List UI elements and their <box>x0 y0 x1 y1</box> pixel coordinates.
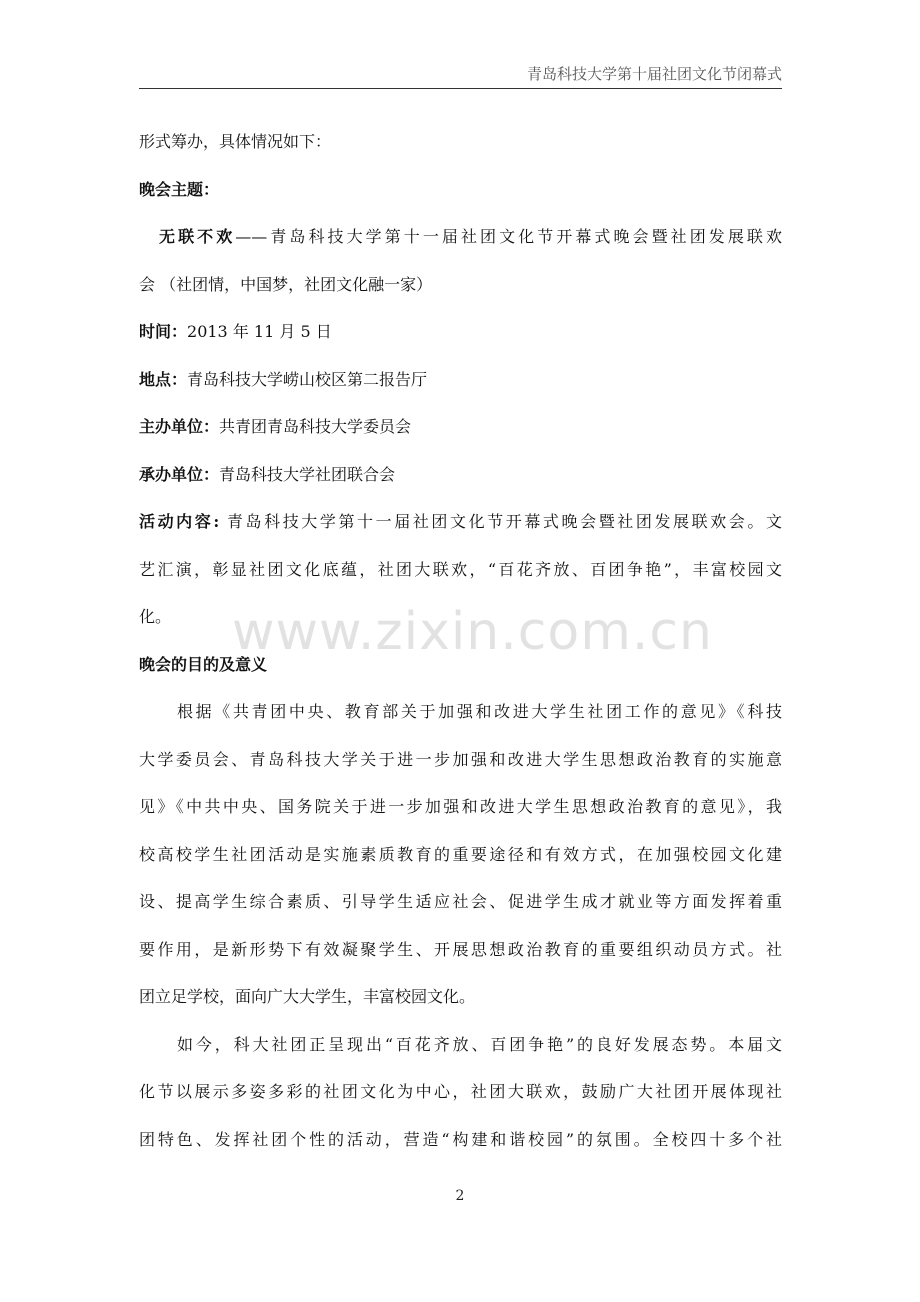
time-value: 2013 年 11 月 5 日 <box>187 322 332 341</box>
place-label: 地点： <box>139 369 188 389</box>
organizer-row <box>139 451 782 499</box>
header-title: 青岛科技大学第十届社团文化节闭幕式 <box>526 65 782 83</box>
page-header <box>139 64 782 89</box>
host-value: 共青团青岛科技大学委员会 <box>219 417 412 436</box>
theme-subtitle: ——青岛科技大学第十一届社团文化节开幕式晚会暨社团发展联欢 <box>235 227 782 246</box>
paragraph1-line1: 根据《共青团中央、教育部关于加强和改进大学生社团工作的意见》《科技 <box>177 702 782 721</box>
paragraph1-line2: 大学委员会、青岛科技大学关于进一步加强和改进大学生思想政治教育的实施意 <box>139 749 782 769</box>
page-number: 2 <box>455 1188 465 1204</box>
place-value: 青岛科技大学崂山校区第二报告厅 <box>187 369 428 389</box>
watermark: www.zixin.com.cn <box>232 602 713 662</box>
purpose-heading: 晚会的目的及意义 <box>139 654 268 674</box>
activity-text-2: 艺汇演，彰显社团文化底蕴，社团大联欢，“百花齐放、百团争艳”，丰富校园文 <box>139 559 782 579</box>
organizer-value: 青岛科技大学社团联合会 <box>219 464 396 484</box>
intro-line: 形式筹办，具体情况如下： <box>139 132 332 151</box>
paragraph2-line1: 如今，科大社团正呈现出“百花齐放、百团争艳”的良好发展态势。本届文 <box>177 1034 782 1054</box>
place-row <box>139 356 782 404</box>
page-footer <box>0 1188 920 1204</box>
activity-text-3: 化。 <box>139 607 172 626</box>
paragraph1-line5: 设、提高学生综合素质、引导学生适应社会、促进学生成才就业等方面发挥着重 <box>139 892 782 911</box>
time-label: 时间： <box>139 322 188 341</box>
theme-continuation: 会 （社团情，中国梦，社团文化融一家） <box>139 274 433 294</box>
time-row <box>139 308 782 356</box>
host-row <box>139 403 782 451</box>
activity-text-1: 青岛科技大学第十一届社团文化节开幕式晚会暨社团发展联欢会。文 <box>219 512 782 531</box>
theme-title: 无联不欢 <box>159 227 236 246</box>
paragraph2-line3: 团特色、发挥社团个性的活动，营造“构建和谐校园”的氛围。全校四十多个社 <box>139 1129 782 1149</box>
theme-heading: 晚会主题： <box>139 179 220 199</box>
theme-line <box>139 213 782 261</box>
organizer-label: 承办单位： <box>139 464 220 484</box>
host-label: 主办单位： <box>139 417 220 436</box>
activity-row <box>139 498 782 546</box>
document-body <box>139 118 782 1163</box>
activity-label: 活动内容: <box>139 512 220 531</box>
paragraph1-line3: 见》《中共中央、国务院关于进一步加强和改进大学生思想政治教育的意见》，我 <box>139 797 782 816</box>
paragraph1-line7: 团立足学校，面向广大大学生，丰富校园文化。 <box>139 987 476 1006</box>
paragraph1-line6: 要作用，是新形势下有效凝聚学生、开展思想政治教育的重要组织动员方式。社 <box>139 939 782 959</box>
paragraph1-line4: 校高校学生社团活动是实施素质教育的重要途径和有效方式，在加强校园文化建 <box>139 844 782 864</box>
paragraph2-line2: 化节以展示多姿多彩的社团文化为中心，社团大联欢，鼓励广大社团开展体现社 <box>139 1082 782 1101</box>
